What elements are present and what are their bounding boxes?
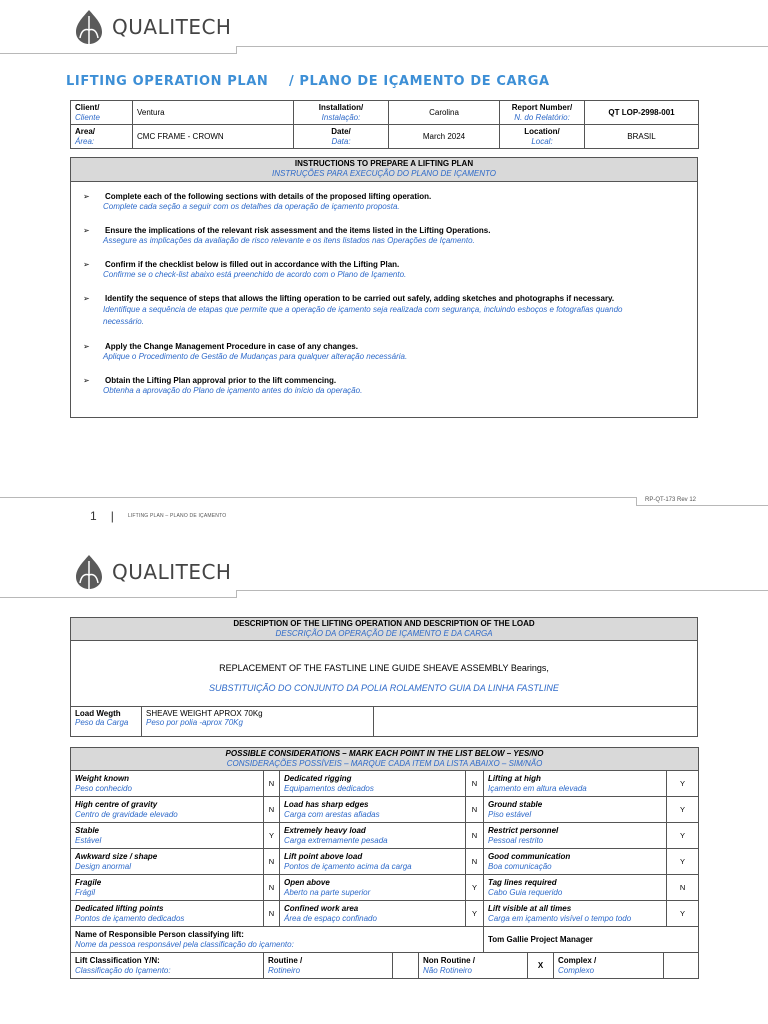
report-value: QT LOP-2998-001 — [585, 101, 699, 125]
consideration-label: Good communication — [488, 851, 571, 861]
consideration-answer[interactable]: N — [667, 875, 699, 901]
consideration-label: Weight known — [75, 773, 130, 783]
complex-label-pt: Complexo — [558, 965, 595, 975]
arrow-bullet-icon: ➢ — [83, 294, 90, 303]
load-weight-row — [71, 707, 697, 736]
instructions-title-pt: INSTRUÇÕES PARA EXECUÇÃO DO PLANO DE IÇAMENTO — [272, 169, 496, 178]
header-rule-right — [236, 46, 768, 47]
consideration-item — [280, 901, 466, 927]
title-pt: / PLANO DE IÇAMENTO DE CARGA — [288, 74, 550, 89]
load-weight-value — [142, 707, 374, 736]
consideration-item — [71, 875, 264, 901]
classification-label-en: Lift Classification Y/N: — [75, 955, 160, 965]
consideration-answer[interactable]: N — [466, 849, 484, 875]
consideration-label-pt: Design anormal — [75, 861, 132, 871]
consideration-label: Lifting at high — [488, 773, 541, 783]
area-label: Area/ Área: — [71, 125, 133, 149]
instruction-item — [83, 226, 685, 246]
installation-value: Carolina — [389, 101, 500, 125]
consideration-label: Ground stable — [488, 799, 543, 809]
consideration-label: Dedicated lifting points — [75, 903, 164, 913]
consideration-item — [71, 823, 264, 849]
info-table — [70, 100, 698, 149]
consideration-label-pt: Centro de gravidade elevado — [75, 809, 178, 819]
consideration-item — [484, 849, 667, 875]
consideration-answer[interactable]: Y — [667, 901, 699, 927]
consideration-answer[interactable]: N — [264, 875, 280, 901]
header-rule-right — [236, 590, 768, 591]
consideration-label: Confined work area — [284, 903, 359, 913]
consideration-answer[interactable]: Y — [466, 875, 484, 901]
instruction-item — [83, 294, 685, 328]
consideration-answer[interactable]: N — [466, 797, 484, 823]
consideration-row — [71, 901, 699, 927]
instruction-pt: Identifique a sequência de etapas que permite que a operação de içamento seja realizada com segurança, incluindo esboços e fotografias quando necessário. — [103, 305, 623, 326]
report-label: Report Number/ N. do Relatório: — [500, 101, 585, 125]
consideration-label-pt: Cabo Guia requerido — [488, 887, 563, 897]
consideration-item — [484, 901, 667, 927]
consideration-label: Lift point above load — [284, 851, 363, 861]
consideration-item — [71, 797, 264, 823]
title-en: LIFTING OPERATION PLAN — [66, 74, 269, 89]
consideration-label-pt: Piso estável — [488, 809, 532, 819]
consideration-answer[interactable]: Y — [667, 823, 699, 849]
consideration-item — [280, 823, 466, 849]
description-en: REPLACEMENT OF THE FASTLINE LINE GUIDE SHEAVE ASSEMBLY Bearings, — [219, 663, 549, 673]
complex-label — [554, 953, 664, 979]
considerations-table — [70, 747, 698, 979]
company-logo-page2 — [72, 553, 231, 591]
instruction-pt: Aplique o Procedimento de Gestão de Mudanças para qualquer alteração necessária. — [103, 352, 408, 361]
load-weight-label-en: Load Wegth — [75, 709, 121, 718]
consideration-label-pt: Pontos de içamento dedicados — [75, 913, 185, 923]
consideration-answer[interactable]: Y — [667, 797, 699, 823]
consideration-answer[interactable]: N — [466, 771, 484, 797]
consideration-row — [71, 823, 699, 849]
installation-label: Installation/ Instalação: — [294, 101, 389, 125]
responsible-label-pt: Nome da pessoa responsável pela classificação do içamento: — [75, 939, 294, 949]
consideration-answer[interactable]: N — [466, 823, 484, 849]
instruction-en: Complete each of the following sections with details of the proposed lifting operation. — [105, 192, 432, 201]
description-title: DESCRIPTION OF THE LIFTING OPERATION AND DESCRIPTION OF THE LOAD — [233, 619, 535, 628]
arrow-bullet-icon: ➢ — [83, 192, 90, 201]
footer-rule — [0, 497, 636, 498]
consideration-label-pt: Içamento em altura elevada — [488, 783, 587, 793]
consideration-label-pt: Estável — [75, 835, 102, 845]
consideration-row — [71, 849, 699, 875]
consideration-answer[interactable]: Y — [667, 771, 699, 797]
consideration-label: Stable — [75, 825, 100, 835]
consideration-item — [71, 771, 264, 797]
instructions-list — [71, 192, 697, 396]
non-routine-value[interactable]: X — [528, 953, 554, 979]
consideration-label-pt: Peso conhecido — [75, 783, 132, 793]
instruction-en: Obtain the Lifting Plan approval prior to the lift commencing. — [105, 376, 337, 385]
consideration-label-pt: Pessoal restrito — [488, 835, 544, 845]
consideration-label: Restrict personnel — [488, 825, 559, 835]
consideration-label-pt: Carga extremamente pesada — [284, 835, 388, 845]
responsible-label-en: Name of Responsible Person classifying lift: — [75, 929, 244, 939]
routine-label — [264, 953, 393, 979]
header-rule-step — [236, 46, 237, 54]
consideration-answer[interactable]: N — [264, 797, 280, 823]
instruction-en: Apply the Change Management Procedure in case of any changes. — [105, 342, 358, 351]
responsible-label — [71, 927, 484, 953]
description-header — [71, 618, 697, 641]
date-value: March 2024 — [389, 125, 500, 149]
description-title-pt: DESCRIÇÃO DA OPERAÇÃO DE IÇAMENTO E DA CARGA — [275, 629, 493, 638]
instruction-item — [83, 260, 685, 280]
footer-text: LIFTING PLAN – PLANO DE IÇAMENTO — [127, 513, 227, 519]
consideration-label-pt: Carga em içamento visível o tempo todo — [488, 913, 632, 923]
consideration-item — [280, 797, 466, 823]
consideration-label: Load has sharp edges — [284, 799, 369, 809]
consideration-label: Lift visible at all times — [488, 903, 572, 913]
page-number: 1 — [90, 509, 97, 523]
consideration-item — [484, 875, 667, 901]
consideration-label: Dedicated rigging — [284, 773, 352, 783]
complex-label-en: Complex / — [558, 955, 597, 965]
consideration-label: Awkward size / shape — [75, 851, 158, 861]
consideration-label: Open above — [284, 877, 330, 887]
client-value: Ventura — [133, 101, 294, 125]
consideration-answer[interactable]: N — [264, 849, 280, 875]
consideration-label: High centre of gravity — [75, 799, 158, 809]
consideration-label: Fragile — [75, 877, 102, 887]
page-title — [66, 74, 550, 89]
consideration-label-pt: Equipamentos dedicados — [284, 783, 374, 793]
instruction-pt: Complete cada seção a seguir com os detalhes da operação de içamento proposta. — [103, 202, 400, 211]
consideration-item — [280, 875, 466, 901]
instruction-item — [83, 342, 685, 362]
non-routine-label — [419, 953, 528, 979]
instructions-box — [70, 157, 698, 418]
routine-label-pt: Rotineiro — [268, 965, 301, 975]
consideration-item — [280, 849, 466, 875]
load-weight-value-en: SHEAVE WEIGHT APROX 70Kg — [146, 709, 263, 718]
area-value: CMC FRAME - CROWN — [133, 125, 294, 149]
instruction-item — [83, 376, 685, 396]
consideration-label-pt: Carga com arestas afiadas — [284, 809, 380, 819]
considerations-header — [71, 748, 699, 771]
brand-name: QUALITECH — [112, 15, 232, 39]
client-label: Client/ Cliente — [71, 101, 133, 125]
instruction-pt: Assegure as implicações da avaliação de risco relevante e os itens listados nas Operações de Içamento. — [103, 236, 475, 245]
location-label: Location/ Local: — [500, 125, 585, 149]
consideration-item — [71, 849, 264, 875]
responsible-value: Tom Gallie Project Manager — [484, 927, 699, 953]
consideration-item — [280, 771, 466, 797]
header-rule-step — [236, 590, 237, 598]
complex-value[interactable] — [664, 953, 699, 979]
footer-rule-step — [636, 497, 637, 505]
instruction-en: Confirm if the checklist below is filled out in accordance with the Lifting Plan. — [105, 260, 400, 269]
revision-code: RP-QT-173 Rev 12 — [645, 497, 697, 503]
consideration-item — [484, 823, 667, 849]
leaf-logo-icon — [72, 8, 106, 46]
instructions-title: INSTRUCTIONS TO PREPARE A LIFTING PLAN — [294, 159, 474, 168]
leaf-logo-icon — [72, 553, 106, 591]
instruction-pt: Obtenha a aprovação do Plano de içamento antes do início da operação. — [103, 386, 363, 395]
consideration-row — [71, 875, 699, 901]
consideration-answer[interactable]: N — [264, 771, 280, 797]
consideration-label-pt: Frágil — [75, 887, 96, 897]
arrow-bullet-icon: ➢ — [83, 376, 90, 385]
description-body — [71, 641, 697, 707]
consideration-label-pt: Boa comunicação — [488, 861, 552, 871]
consideration-item — [71, 901, 264, 927]
non-routine-label-en: Non Routine / — [423, 955, 475, 965]
consideration-item — [484, 771, 667, 797]
non-routine-label-pt: Não Rotineiro — [423, 965, 472, 975]
considerations-title: POSSIBLE CONSIDERATIONS – MARK EACH POINT IN THE LIST BELOW – YES/NO — [225, 749, 544, 758]
footer-separator: | — [110, 509, 114, 523]
page-footer — [90, 509, 226, 523]
location-value: BRASIL — [585, 125, 699, 149]
description-box — [70, 617, 698, 737]
routine-label-en: Routine / — [268, 955, 303, 965]
considerations-body — [71, 771, 699, 927]
load-weight-label-pt: Peso da Carga — [75, 718, 129, 727]
header-rule — [0, 53, 237, 54]
consideration-label-pt: Pontos de içamento acima da carga — [284, 861, 412, 871]
consideration-answer[interactable]: N — [264, 901, 280, 927]
brand-name: QUALITECH — [112, 560, 232, 584]
consideration-row — [71, 771, 699, 797]
footer-rule-right — [636, 505, 768, 506]
arrow-bullet-icon: ➢ — [83, 226, 90, 235]
consideration-label: Extremely heavy load — [284, 825, 366, 835]
date-label: Date/ Data: — [294, 125, 389, 149]
instruction-item — [83, 192, 685, 212]
instructions-header — [71, 158, 697, 182]
company-logo — [72, 8, 231, 46]
instruction-en: Ensure the implications of the relevant risk assessment and the items listed in the Lifting Operations. — [105, 226, 491, 235]
consideration-answer[interactable]: Y — [466, 901, 484, 927]
routine-value[interactable] — [393, 953, 419, 979]
consideration-answer[interactable]: Y — [264, 823, 280, 849]
consideration-row — [71, 797, 699, 823]
header-rule — [0, 597, 237, 598]
instruction-en: Identify the sequence of steps that allows the lifting operation to be carried out safely, adding sketches and photographs if necessary. — [105, 294, 615, 303]
classification-label-pt: Classificação do Içamento: — [75, 965, 171, 975]
consideration-answer[interactable]: Y — [667, 849, 699, 875]
arrow-bullet-icon: ➢ — [83, 342, 90, 351]
description-pt: SUBSTITUIÇÃO DO CONJUNTO DA POLIA ROLAMENTO GUIA DA LINHA FASTLINE — [209, 683, 559, 693]
load-weight-label — [71, 707, 142, 736]
consideration-label: Tag lines required — [488, 877, 557, 887]
load-weight-value-pt: Peso por polia -aprox 70Kg — [146, 718, 243, 727]
classification-label — [71, 953, 264, 979]
considerations-title-pt: CONSIDERAÇÕES POSSÍVEIS – MARQUE CADA ITEM DA LISTA ABAIXO – SIM/NÃO — [226, 759, 543, 768]
arrow-bullet-icon: ➢ — [83, 260, 90, 269]
instruction-pt: Confirme se o check-list abaixo está preenchido de acordo com o Plano de Içamento. — [103, 270, 407, 279]
consideration-item — [484, 797, 667, 823]
consideration-label-pt: Aberto na parte superior — [284, 887, 371, 897]
consideration-label-pt: Área de espaço confinado — [284, 913, 377, 923]
